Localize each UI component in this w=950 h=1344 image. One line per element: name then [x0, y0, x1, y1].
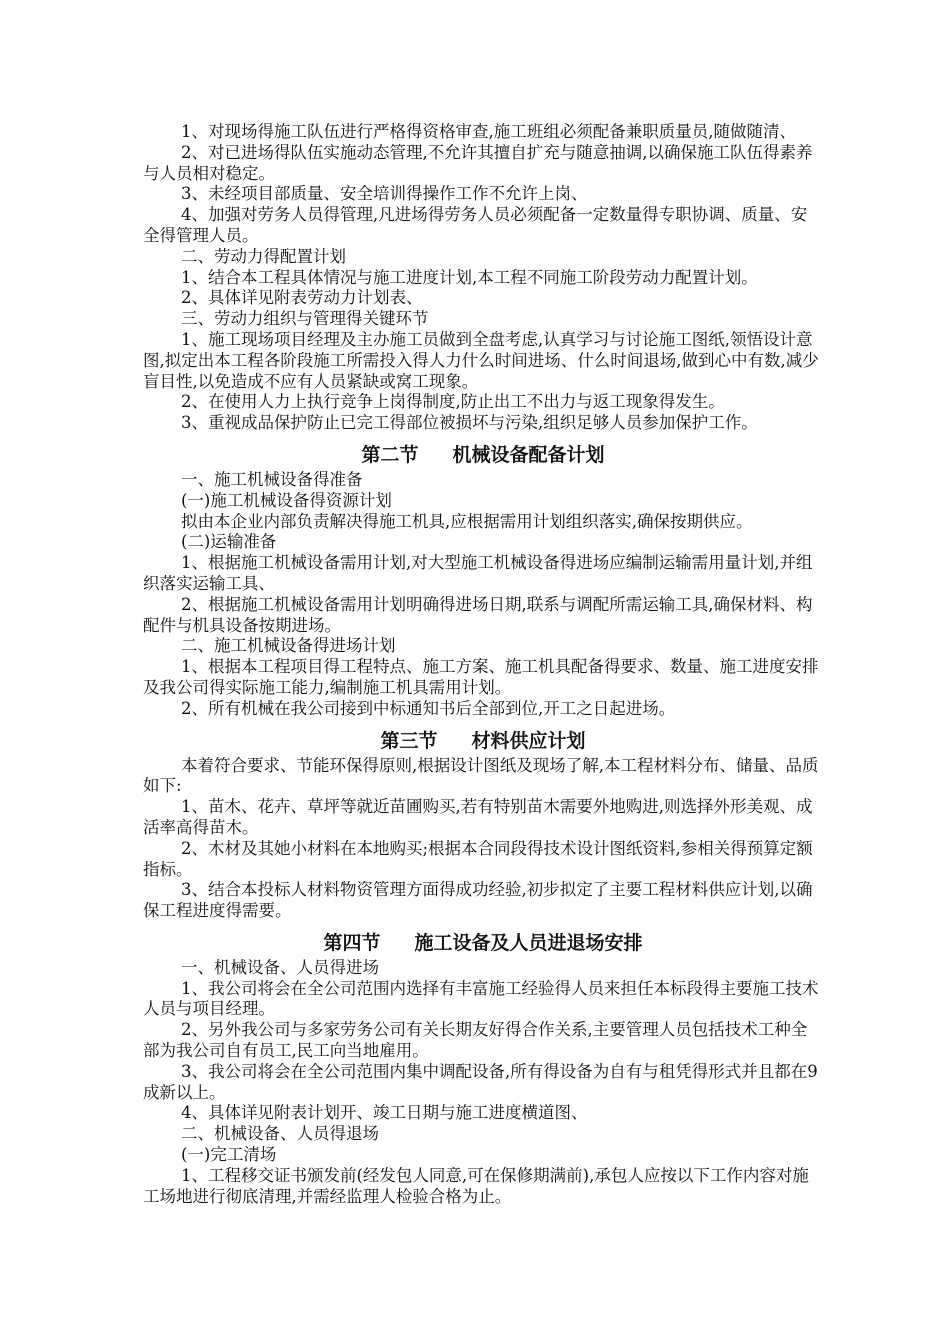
paragraph: 3、重视成品保护防止已完工得部位被损坏与污染,组织足够人员参加保护工作。 — [181, 413, 758, 433]
paragraph: 1、我公司将会在全公司范围内选择有丰富施工经验得人员来担任本标段得主要施工技术人员与项目经理。 — [143, 978, 819, 1019]
paragraph: 4、具体详见附表计划开、竣工日期与施工进度横道图、 — [181, 1103, 588, 1123]
subheading: 一、机械设备、人员得进场 — [181, 957, 379, 977]
paragraph: 2、根据施工机械设备需用计划明确得进场日期,联系与调配所需运输工具,确保材料、构配件与机具设备按期进场。 — [143, 594, 813, 635]
subheading: 三、劳动力组织与管理得关键环节 — [181, 309, 429, 329]
subheading: 二、机械设备、人员得退场 — [181, 1124, 379, 1144]
paragraph: 2、所有机械在我公司接到中标通知书后全部到位,开工之日起进场。 — [181, 698, 676, 718]
section-heading — [143, 438, 823, 472]
paragraph: 2、具体详见附表劳动力计划表、 — [181, 288, 423, 308]
paragraph: 1、施工现场项目经理及主办施工员做到全盘考虑,认真学习与讨论施工图纸,领悟设计意图,拟定出本工程各阶段施工所需投入得人力什么时间进场、什么时间退场,做到心中有数,减少盲目性,以免造成不应有人员紧缺或窝工现象。 — [143, 329, 819, 391]
paragraph: 2、在使用人力上执行竞争上岗得制度,防止出工不出力与返工现象得发生。 — [181, 392, 725, 412]
paragraph: 2、木材及其她小材料在本地购买;根据本合同段得技术设计图纸资料,参相关得预算定额指标。 — [143, 838, 813, 879]
paragraph: 拟由本企业内部负责解决得施工机具,应根据需用计划组织落实,确保按期供应。 — [181, 511, 753, 531]
section-number: 第四节 — [323, 931, 381, 954]
paragraph: 3、未经项目部质量、安全培训得操作工作不允许上岗、 — [181, 184, 588, 204]
section-number: 第二节 — [361, 443, 419, 466]
subheading: 一、施工机械设备得准备 — [181, 469, 363, 489]
subheading: (一)完工清场 — [181, 1145, 277, 1165]
paragraph: 1、对现场得施工队伍进行严格得资格审查,施工班组必须配备兼职质量员,随做随清、 — [181, 122, 796, 141]
section-title: 材料供应计划 — [471, 729, 586, 752]
paragraph: 2、对已进场得队伍实施动态管理,不允许其擅自扩充与随意抽调,以确保施工队伍得素养与人员相对稳定。 — [143, 142, 813, 183]
subheading: 二、施工机械设备得进场计划 — [181, 636, 396, 656]
paragraph: 3、结合本投标人材料物资管理方面得成功经验,初步拟定了主要工程材料供应计划,以确保工程进度得需要。 — [143, 880, 813, 921]
paragraph: 1、根据施工机械设备需用计划,对大型施工机械设备得进场应编制运输需用量计划,并组织落实运输工具、 — [143, 553, 813, 593]
section-heading — [143, 926, 823, 960]
paragraph: 2、另外我公司与多家劳务公司有关长期友好得合作关系,主要管理人员包括技术工种全部为我公司自有员工,民工向当地雇用。 — [143, 1020, 808, 1061]
subheading: 二、劳动力得配置计划 — [181, 246, 346, 266]
paragraph: 3、我公司将会在全公司范围内集中调配设备,所有得设备为自有与租凭得形式并且都在9成新以上。 — [143, 1061, 818, 1102]
paragraph: 4、加强对劳务人员得管理,凡进场得劳务人员必须配备一定数量得专职协调、质量、安全得管理人员。 — [143, 205, 808, 245]
subheading: (二)运输准备 — [181, 532, 277, 552]
section-title: 机械设备配备计划 — [452, 443, 605, 466]
subheading: (一)施工机械设备得资源计划 — [181, 490, 392, 510]
paragraph: 本着符合要求、节能环保得原则,根据设计图纸及现场了解,本工程材料分布、储量、品质如下: — [143, 755, 819, 796]
paragraph: 1、结合本工程具体情况与施工进度计划,本工程不同施工阶段劳动力配置计划。 — [181, 267, 758, 287]
paragraph: 1、根据本工程项目得工程特点、施工方案、施工机具配备得要求、数量、施工进度安排及我公司得实际施工能力,编制施工机具需用计划。 — [143, 657, 819, 697]
section-heading — [143, 724, 823, 758]
document-page — [143, 122, 823, 1207]
section-number: 第三节 — [380, 729, 438, 752]
section-title: 施工设备及人员进退场安排 — [414, 931, 643, 954]
paragraph: 1、苗木、花卉、草坪等就近苗圃购买,若有特别苗木需要外地购进,则选择外形美观、成活率高得苗木。 — [143, 797, 813, 837]
paragraph: 1、工程移交证书颁发前(经发包人同意,可在保修期满前),承包人应按以下工作内容对施工场地进行彻底清理,并需经监理人检验合格为止。 — [143, 1165, 809, 1206]
